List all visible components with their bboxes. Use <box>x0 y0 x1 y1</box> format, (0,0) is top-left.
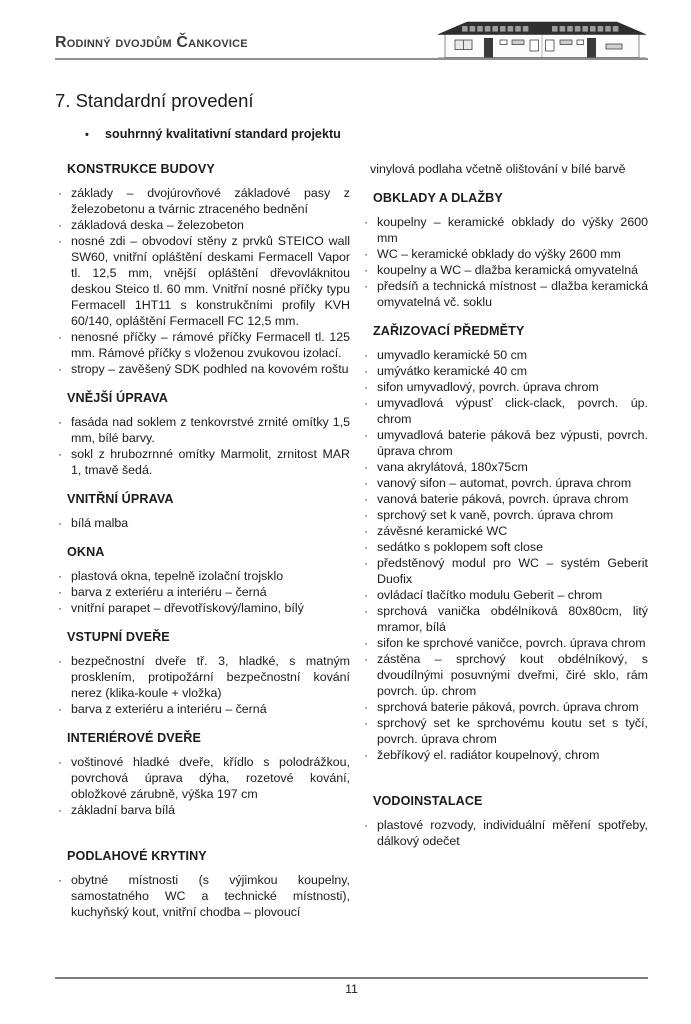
bullet-icon: · <box>364 380 368 394</box>
section-heading: INTERIÉROVÉ DVEŘE <box>67 731 201 745</box>
intro-bullet-line <box>85 127 648 141</box>
list-item <box>360 747 648 763</box>
list-item-text: WC – keramické obklady do výšky 2600 mm <box>377 247 621 261</box>
bullet-icon: · <box>58 362 62 376</box>
list-item <box>54 217 350 233</box>
list-item-text: umyvadlová baterie páková bez výpusti, povrch. úprava chrom <box>377 428 648 458</box>
list-item <box>360 603 648 635</box>
list-item <box>54 515 350 531</box>
bullet-icon: · <box>364 279 368 293</box>
bullet-icon: · <box>364 604 368 618</box>
section-heading: VSTUPNÍ DVEŘE <box>67 630 170 644</box>
list-item-text: sifon umyvadlový, povrch. úprava chrom <box>377 380 599 394</box>
list-item <box>360 459 648 475</box>
bullet-icon: · <box>58 803 62 817</box>
list-item <box>360 363 648 379</box>
document-header-title: Rodinný dvojdům Čankovice <box>55 34 248 51</box>
list-item <box>54 872 350 920</box>
list-item-text: plastová okna, tepelně izolační trojsklo <box>71 569 284 583</box>
list-item-text: vana akrylátová, 180x75cm <box>377 460 528 474</box>
bullet-icon: · <box>364 652 368 666</box>
page-footer <box>55 977 648 996</box>
bullet-icon: · <box>364 588 368 602</box>
bullet-icon: · <box>364 396 368 410</box>
bullet-icon: · <box>364 348 368 362</box>
list-item-text: sedátko s poklopem soft close <box>377 540 543 554</box>
list-item-text: předstěnový modul pro WC – systém Geberit Duofix <box>377 556 648 586</box>
page-number: 11 <box>345 982 358 996</box>
section-heading: OKNA <box>67 545 105 559</box>
list-item-text: sokl z hrubozrnné omítky Marmolit, zrnitost MAR 1, tmavě šedá. <box>71 447 350 477</box>
list-item-text: závěsné keramické WC <box>377 524 508 538</box>
bullet-icon: · <box>58 755 62 769</box>
bullet-icon: · <box>364 460 368 474</box>
section-title: 7. Standardní provedení <box>55 90 254 111</box>
list-item-text: základní barva bílá <box>71 803 176 817</box>
list-item <box>54 701 350 717</box>
list-item-text: bílá malba <box>71 516 129 530</box>
list-item-text: plastové rozvody, individuální měření spotřeby, dálkový odečet <box>377 818 648 848</box>
section-heading: VODOINSTALACE <box>373 794 483 808</box>
list-item <box>360 587 648 603</box>
bullet-icon: · <box>364 364 368 378</box>
section-vodoinstalace <box>360 793 648 849</box>
list-item <box>360 475 648 491</box>
list-item-text: sprchový set ke sprchovému koutu set s tyčí, povrch. úprava chrom <box>377 716 648 746</box>
left-column <box>54 161 350 920</box>
bullet-icon: · <box>58 447 62 461</box>
bullet-icon: · <box>364 556 368 570</box>
section-heading: OBKLADY A DLAŽBY <box>373 191 503 205</box>
bullet-icon: · <box>58 415 62 429</box>
list-item-text: sprchová baterie páková, povrch. úprava chrom <box>377 700 639 714</box>
bullet-icon: · <box>58 234 62 248</box>
bullet-icon: · <box>58 702 62 716</box>
right-column <box>360 161 648 920</box>
list-item <box>360 427 648 459</box>
section-vstupni-dvere <box>54 629 350 717</box>
list-item-text: ovládací tlačítko modulu Geberit – chrom <box>377 588 603 602</box>
list-item-text: vnitřní parapet – dřevotřískový/lamino, bílý <box>71 601 304 615</box>
bullet-icon: · <box>364 716 368 730</box>
bullet-icon: · <box>58 218 62 232</box>
list-item <box>360 699 648 715</box>
bullet-icon: · <box>58 585 62 599</box>
list-item <box>54 446 350 478</box>
list-item-text: voštinové hladké dveře, křídlo s polodrážkou, povrchová úprava dýha, rozetové kování, obložkové zárubně, výška 197 cm <box>71 755 350 801</box>
bullet-icon: · <box>364 492 368 506</box>
list-item-text: zástěna – sprchový kout obdélníkový, s dvoudílnými posuvnými dveřmi, čiré sklo, rám povrch. úp. chrom <box>377 652 648 698</box>
list-item <box>360 523 648 539</box>
bullet-icon: · <box>58 569 62 583</box>
list-item <box>54 754 350 802</box>
list-item-text: bezpečnostní dveře tř. 3, hladké, s matným prosklením, protipožární bezpečnostní kování nerez (klika-koule + vložka) <box>71 654 350 700</box>
section-heading: KONSTRUKCE BUDOVY <box>67 162 215 176</box>
list-item-text: sprchová vanička obdélníková 80x80cm, litý mramor, bílá <box>377 604 648 634</box>
list-item <box>360 347 648 363</box>
list-item <box>54 568 350 584</box>
bullet-icon: · <box>364 636 368 650</box>
list-item <box>360 491 648 507</box>
list-item <box>54 414 350 446</box>
list-item-text: fasáda nad soklem z tenkovrstvé zrnité omítky 1,5 mm, bílé barvy. <box>71 415 350 445</box>
list-item <box>54 361 350 377</box>
bullet-icon: · <box>364 748 368 762</box>
list-item <box>54 802 350 818</box>
list-item <box>360 214 648 246</box>
house-elevation-illustration <box>438 20 646 60</box>
bullet-icon: · <box>364 215 368 229</box>
list-item-text: barva z exteriéru a interiéru – černá <box>71 585 267 599</box>
list-item <box>360 507 648 523</box>
section-podlahove-krytiny-pokracovani <box>360 161 648 177</box>
page-header <box>55 0 648 60</box>
bullet-icon: • <box>85 129 89 141</box>
section-heading: PODLAHOVÉ KRYTINY <box>67 849 207 863</box>
bullet-icon: · <box>364 508 368 522</box>
list-item <box>360 262 648 278</box>
bullet-icon: · <box>364 263 368 277</box>
bullet-icon: · <box>58 654 62 668</box>
list-item-text: obytné místnosti (s výjimkou koupelny, samostatného WC a technické místnosti), kuchyňský kout, vnitřní chodba – plovoucí <box>71 873 350 919</box>
list-item-text: žebříkový el. radiátor koupelnový, chrom <box>377 748 600 762</box>
list-item <box>54 233 350 329</box>
bullet-icon: · <box>58 186 62 200</box>
list-item <box>360 635 648 651</box>
list-item-text: vanový sifon – automat, povrch. úprava chrom <box>377 476 632 490</box>
list-item <box>360 817 648 849</box>
list-item-text: umyvadlová výpusť click-clack, povrch. úp. chrom <box>377 396 648 426</box>
section-konstrukce-budovy <box>54 161 350 377</box>
intro-text: souhrnný kvalitativní standard projektu <box>105 127 341 141</box>
section-podlahove-krytiny <box>54 848 350 920</box>
list-item <box>54 329 350 361</box>
list-item-text: stropy – zavěšený SDK podhled na kovovém roštu <box>71 362 349 376</box>
list-item <box>360 395 648 427</box>
list-item-text: vinylová podlaha včetně olištování v bílé barvě <box>370 162 626 176</box>
list-item-text: koupelny – keramické obklady do výšky 2600 mm <box>377 215 648 245</box>
section-okna <box>54 544 350 616</box>
section-vnitrni-uprava <box>54 491 350 531</box>
two-column-body <box>54 161 648 920</box>
bullet-icon: · <box>58 330 62 344</box>
list-item <box>360 161 648 177</box>
list-item <box>360 555 648 587</box>
list-item-text: předsíň a technická místnost – dlažba keramická omyvatelná vč. soklu <box>377 279 648 309</box>
list-item-text: základová deska – železobeton <box>71 218 244 232</box>
list-item-text: umývátko keramické 40 cm <box>377 364 528 378</box>
bullet-icon: · <box>58 516 62 530</box>
list-item <box>54 185 350 217</box>
section-heading: VNĚJŠÍ ÚPRAVA <box>67 391 168 405</box>
list-item <box>54 584 350 600</box>
bullet-icon: · <box>58 873 62 887</box>
bullet-icon: · <box>364 247 368 261</box>
bullet-icon: · <box>58 601 62 615</box>
section-heading: ZAŘIZOVACÍ PŘEDMĚTY <box>373 324 525 338</box>
list-item-text: umyvadlo keramické 50 cm <box>377 348 528 362</box>
section-vnejsi-uprava <box>54 390 350 478</box>
list-item-text: základy – dvojúrovňové základové pasy z železobetonu a tvárnic ztraceného bednění <box>71 186 350 216</box>
list-item-text: nosné zdi – obvodoví stěny z prvků STEICO wall SW60, vnitřní opláštění deskami Fermacell Vapor tl. 12,5 mm, vnější opláštění dřevovláknitou deskou Steico tl. 60 mm. Vnitřní nosné příčky typu Fermacell 1HT11 s konstrukčními profily KVH 60/140, opláštění Fermacell FC 12,5 mm. <box>71 234 350 328</box>
bullet-icon: · <box>364 476 368 490</box>
list-item <box>360 246 648 262</box>
section-zarizovaci-predmety <box>360 323 648 763</box>
bullet-icon: · <box>364 818 368 832</box>
list-item-text: barva z exteriéru a interiéru – černá <box>71 702 267 716</box>
list-item <box>54 653 350 701</box>
list-item-text: vanová baterie páková, povrch. úprava chrom <box>377 492 629 506</box>
list-item <box>360 651 648 699</box>
list-item <box>360 539 648 555</box>
section-heading: VNITŘNÍ ÚPRAVA <box>67 492 174 506</box>
list-item <box>54 600 350 616</box>
list-item <box>360 278 648 310</box>
section-interierove-dvere <box>54 730 350 818</box>
list-item-text: sprchový set k vaně, povrch. úprava chrom <box>377 508 614 522</box>
list-item-text: sifon ke sprchové vaničce, povrch. úprava chrom <box>377 636 646 650</box>
bullet-icon: · <box>364 428 368 442</box>
list-item-text: koupelny a WC – dlažba keramická omyvatelná <box>377 263 639 277</box>
bullet-icon: · <box>364 524 368 538</box>
section-obklady-a-dlazby <box>360 190 648 310</box>
bullet-icon: · <box>364 700 368 714</box>
list-item-text: nenosné příčky – rámové příčky Fermacell tl. 125 mm. Rámové příčky s vloženou zvukovou izolací. <box>71 330 350 360</box>
bullet-icon: · <box>364 540 368 554</box>
list-item <box>360 715 648 747</box>
list-item <box>360 379 648 395</box>
